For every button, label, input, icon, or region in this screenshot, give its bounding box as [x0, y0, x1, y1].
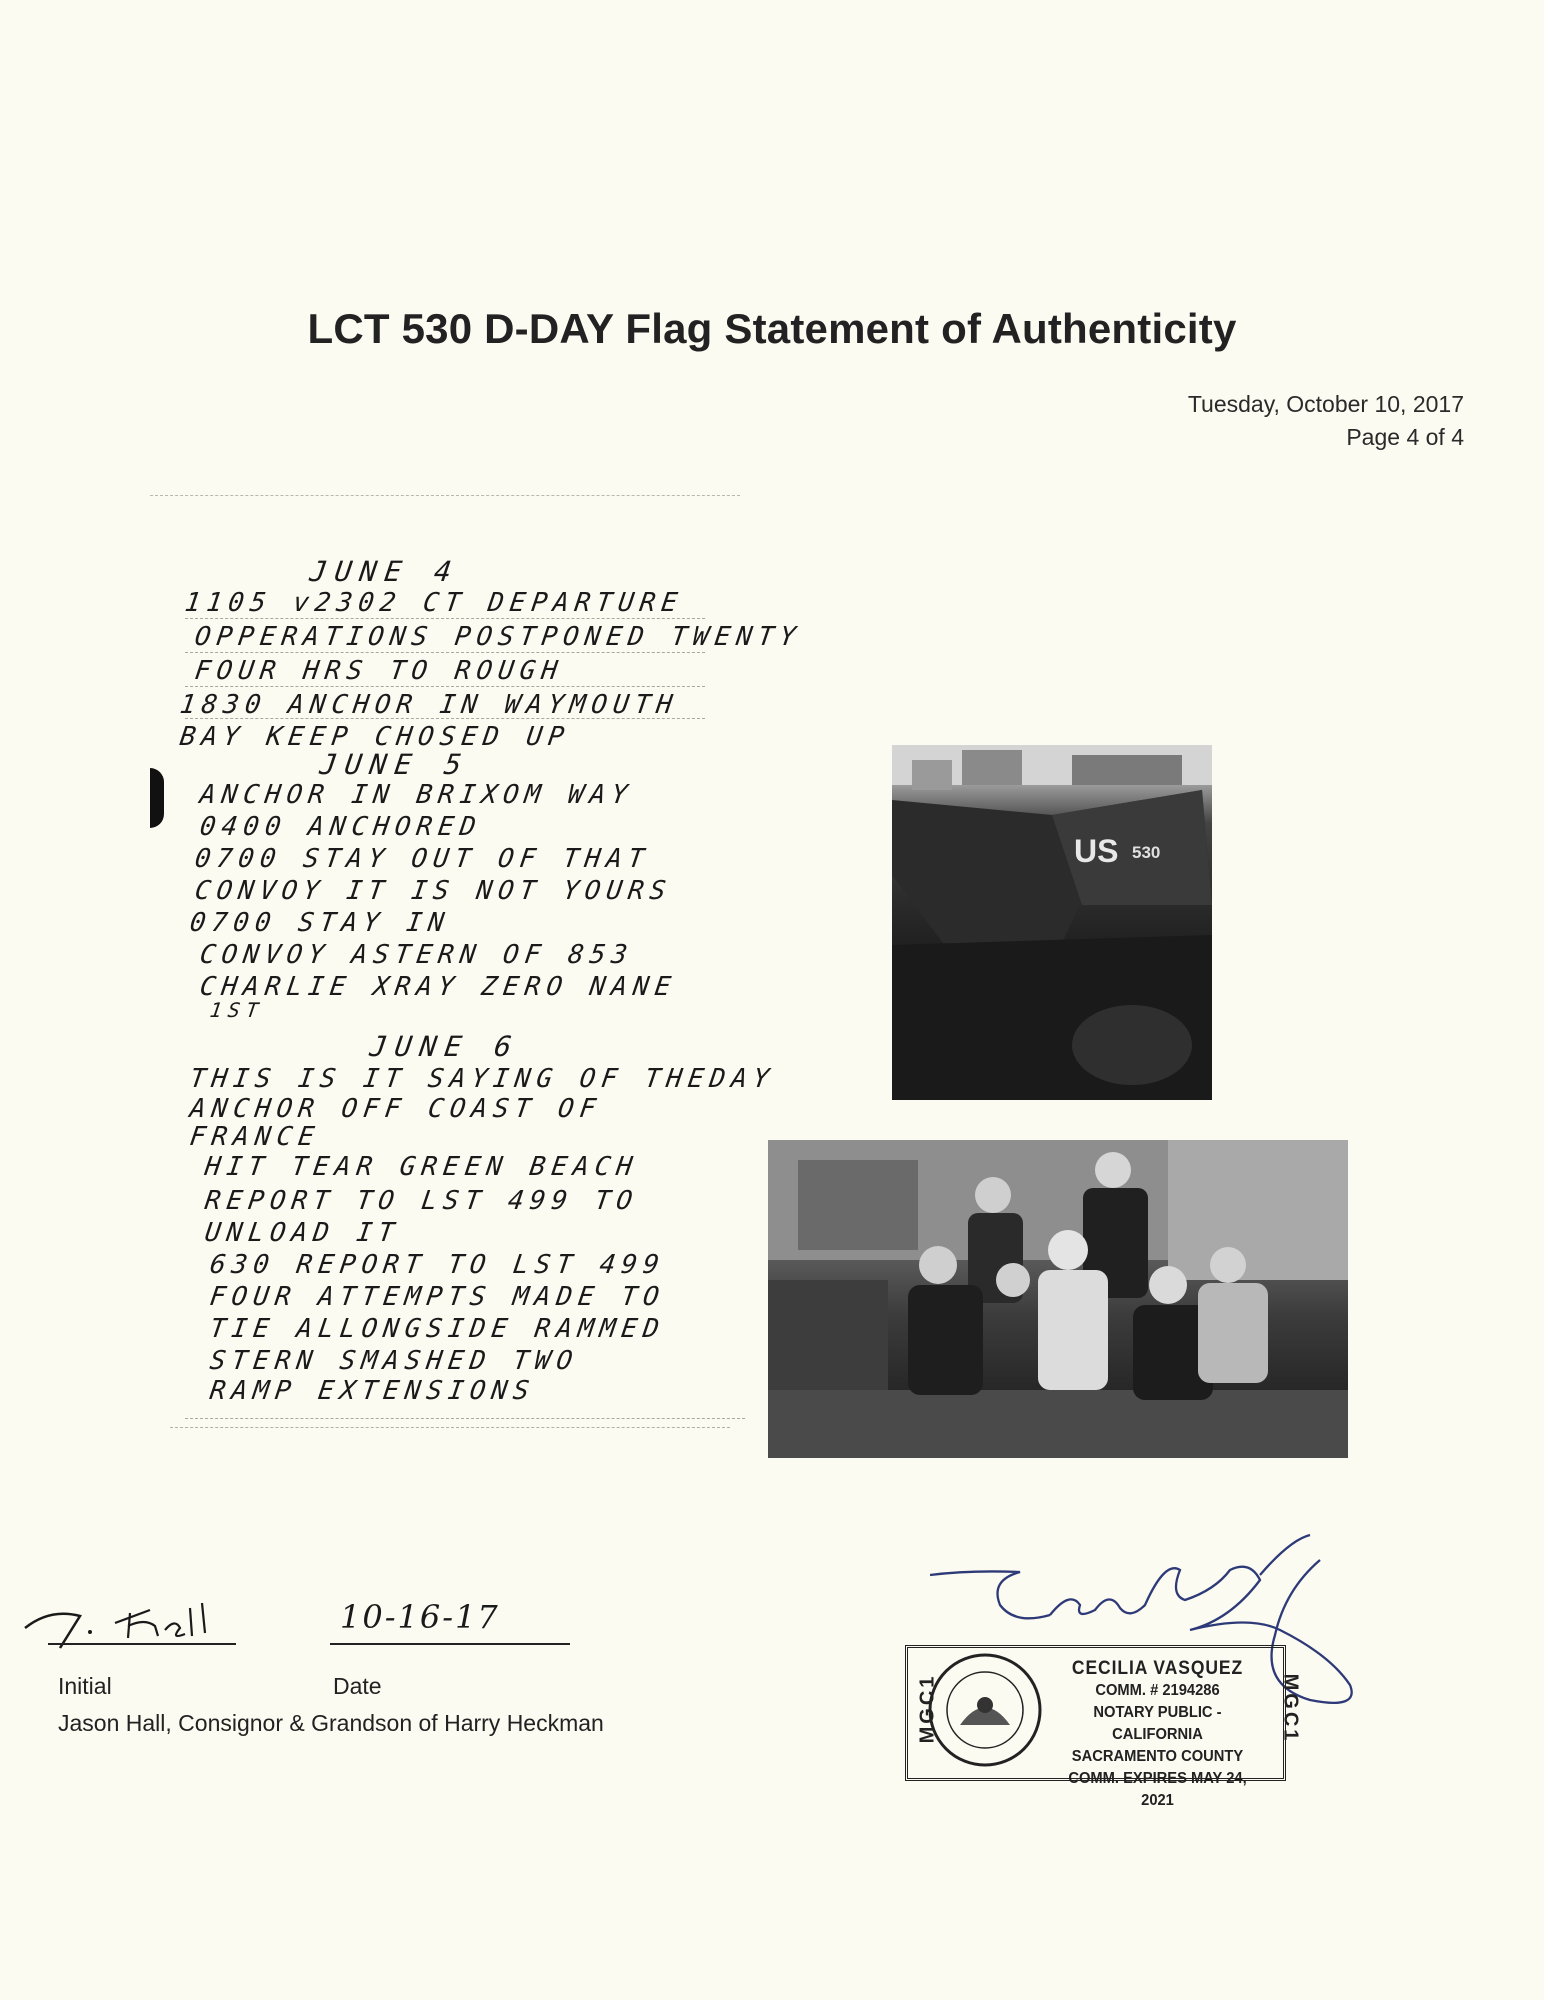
dateline [1188, 388, 1464, 454]
binder-hole-mark [150, 768, 164, 828]
initial-label: Initial [58, 1673, 112, 1699]
log-line: ANCHOR OFF COAST OF [187, 1094, 604, 1124]
hull-number: 530 [1132, 843, 1161, 862]
log-line: CONVOY IT IS NOT YOURS [192, 876, 674, 906]
log-line: ANCHOR IN BRIXOM WAY [197, 780, 636, 810]
crew-photo-art [768, 1140, 1348, 1458]
ship-photo-art [892, 745, 1212, 1100]
log-line: 0400 ANCHORED [197, 812, 484, 842]
log-line: 1ST [208, 998, 266, 1022]
log-line: 0700 STAY IN [187, 908, 452, 938]
ruled-line [185, 718, 705, 719]
crew-photo [768, 1140, 1348, 1458]
notary-name: CECILIA VASQUEZ [1071, 1658, 1244, 1679]
log-line: 1830 ANCHOR IN WAYMOUTH [177, 690, 681, 720]
log-line: HIT TEAR GREEN BEACH [202, 1152, 641, 1182]
ruled-line [185, 652, 705, 653]
log-line: FOUR ATTEMPTS MADE TO [207, 1282, 667, 1312]
ruled-line [185, 618, 705, 619]
log-line: JUNE 5 [317, 748, 472, 781]
state-seal-icon [925, 1650, 1045, 1770]
notary-stamp-text [1054, 1658, 1261, 1812]
document-date: Tuesday, October 10, 2017 [1187, 391, 1464, 417]
log-line: BAY KEEP CHOSED UP [177, 722, 572, 752]
page-number: Page 4 of 4 [1346, 424, 1464, 450]
log-line: FOUR HRS TO ROUGH [192, 656, 566, 686]
notary-expires: COMM. EXPIRES MAY 24, 2021 [1068, 1770, 1247, 1809]
ruled-line [185, 686, 705, 687]
date-line [330, 1643, 570, 1645]
log-line: CHARLIE XRAY ZERO NANE [197, 972, 679, 1002]
log-line: 0700 STAY OUT OF THAT [192, 844, 652, 874]
ruled-line [185, 1418, 745, 1419]
sheet-top-edge [150, 495, 740, 496]
log-line: THIS IS IT SAYING OF THEDAY [187, 1064, 777, 1094]
log-line: REPORT TO LST 499 TO [202, 1186, 641, 1216]
log-line: RAMP EXTENSIONS [207, 1376, 537, 1406]
ship-photo [892, 745, 1212, 1100]
log-line: 630 REPORT TO LST 499 [207, 1250, 667, 1280]
log-line: UNLOAD IT [202, 1218, 402, 1248]
log-line: OPPERATIONS POSTPONED TWENTY [192, 622, 804, 652]
log-line: CONVOY ASTERN OF 853 [197, 940, 636, 970]
date-label: Date [333, 1673, 382, 1699]
log-line: FRANCE [187, 1122, 323, 1152]
log-line: TIE ALLONGSIDE RAMMED [207, 1314, 667, 1344]
handwritten-date: 10-16-17 [340, 1598, 500, 1636]
notary-title: NOTARY PUBLIC - CALIFORNIA [1093, 1704, 1222, 1743]
log-line: JUNE 6 [367, 1030, 522, 1063]
notary-county: SACRAMENTO COUNTY [1071, 1748, 1244, 1765]
log-line: STERN SMASHED TWO [207, 1346, 581, 1376]
initial-line [48, 1643, 236, 1645]
log-line: 1105 v2302 CT DEPARTURE [182, 588, 686, 618]
notary-commission: COMM. # 2194286 [1095, 1682, 1220, 1699]
initial-mark [20, 1588, 250, 1658]
stamp-side-code-left: MGC1 [916, 1673, 939, 1744]
stamp-side-code-right: MGC1 [1279, 1673, 1302, 1744]
signer-line: Jason Hall, Consignor & Grandson of Harry Heckman [58, 1710, 604, 1736]
initial-scribble [20, 1588, 250, 1658]
sheet-bottom-edge [170, 1427, 730, 1428]
hull-marking: US [1074, 833, 1119, 869]
log-line: JUNE 4 [307, 555, 462, 588]
document-title: LCT 530 D-DAY Flag Statement of Authenticity [307, 305, 1237, 352]
